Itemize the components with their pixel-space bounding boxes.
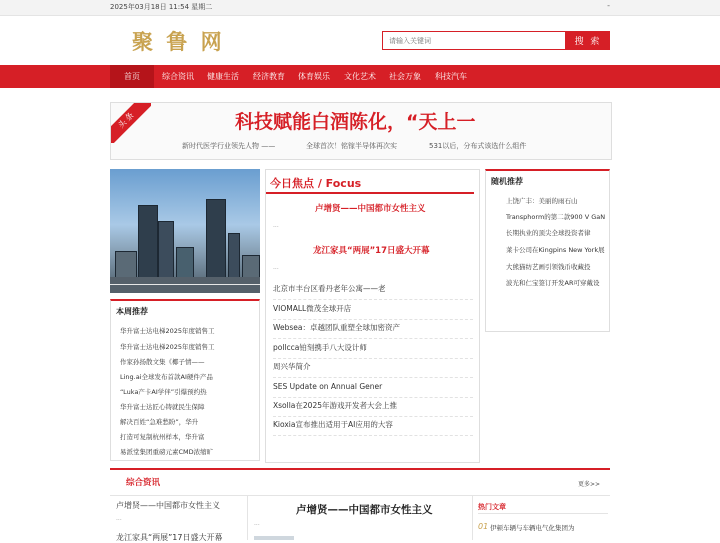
hot-article-rank: 01 — [478, 522, 489, 531]
general-news-item[interactable]: 卢增贤——中国都市女性主义 — [116, 501, 220, 510]
focus-title: 今日焦点 / Focus — [270, 177, 362, 190]
main-nav — [0, 65, 720, 88]
nav-item-sports[interactable]: 体育娱乐 — [298, 72, 330, 81]
random-item[interactable]: Transphorm的第二款900 V GaN — [506, 213, 606, 221]
road — [110, 277, 260, 293]
site-logo[interactable]: 聚 鲁 网 — [132, 29, 225, 54]
weekly-title: 本周推荐 — [116, 307, 148, 316]
weekly-item[interactable]: 解决百姓“急难愁盼”，华升 — [120, 418, 199, 426]
focus-link[interactable]: 周兴华简介 — [273, 358, 473, 378]
ribbon-label: 头条 — [111, 103, 151, 143]
random-item[interactable]: 莱卡公司在Kingpins New York展 — [506, 246, 605, 254]
nav-item-home[interactable]: 首页 — [110, 65, 154, 88]
nav-item-culture[interactable]: 文化艺术 — [344, 72, 376, 81]
general-news-excerpt: ... — [116, 515, 122, 522]
headline-ribbon — [111, 103, 151, 143]
top-bar-right: - — [607, 1, 610, 10]
weekly-item[interactable]: Ling.ai全球发布首款AI硬件产品 — [120, 373, 213, 381]
weekly-item[interactable]: 华升富士达电梯2025年度销售工 — [120, 343, 215, 351]
random-item[interactable]: 波光和仁宝签订开发AR可穿戴设 — [506, 279, 600, 287]
search-form — [382, 31, 610, 50]
focus-featured-1-excerpt: ... — [273, 222, 279, 229]
general-center-title[interactable]: 卢增贤——中国都市女性主义 — [296, 504, 433, 516]
weekly-item[interactable]: “Luka产卡AI学伴”引爆预约热 — [120, 388, 207, 396]
general-news-bar — [110, 468, 610, 494]
headline-sub-2[interactable]: 全球首次！铭镓半导体再次实 — [306, 142, 397, 150]
thumbnail-image[interactable] — [254, 536, 294, 540]
headline-sub-3[interactable]: 531以后，分布式该选什么组件 — [429, 142, 527, 150]
focus-featured-2[interactable]: 龙江家具“两展”17日盛大开幕 — [313, 246, 430, 256]
random-item[interactable]: 上饶广丰：美丽的雨石山 — [506, 197, 578, 205]
random-item[interactable]: 长期执业的顶尖全球投资者律 — [506, 229, 591, 237]
headline-title[interactable]: 科技赋能白酒陈化，“天上一 — [235, 111, 476, 133]
general-news-item[interactable]: 龙江家具“两展”17日盛大开幕 — [116, 533, 223, 542]
focus-underline — [266, 192, 474, 194]
weekly-item[interactable]: 华升富士达匠心铸就民生保障 — [120, 403, 205, 411]
top-bar — [0, 0, 720, 16]
headline-box — [110, 102, 612, 160]
random-title: 随机推荐 — [491, 177, 523, 186]
general-center-excerpt: ... — [254, 520, 260, 527]
focus-link[interactable]: Kioxia宣布推出适用于AI应用的大容 — [273, 416, 473, 436]
road-lane — [110, 284, 260, 285]
weekly-item[interactable]: 打造可复制杭州样本，华升富 — [120, 433, 205, 441]
nav-item-news[interactable]: 综合资讯 — [162, 72, 194, 81]
nav-item-economy[interactable]: 经济教育 — [253, 72, 285, 81]
divider — [247, 496, 248, 540]
nav-item-health[interactable]: 健康生活 — [207, 72, 239, 81]
general-news-title: 综合资讯 — [126, 478, 161, 488]
divider — [110, 495, 610, 496]
site-header — [0, 16, 720, 65]
city-skyline-image[interactable] — [110, 169, 260, 293]
random-item[interactable]: 大熊猫纺艺画引领钱币收藏投 — [506, 263, 591, 271]
weekly-item[interactable]: 作家孙扬散文集《椰子情—— — [120, 358, 205, 366]
divider — [472, 496, 473, 540]
weekly-item[interactable]: 华升富士达电梯2025年度销售工 — [120, 327, 215, 335]
hot-article-item[interactable]: 伊顿车辆与车辆电气化集团为 — [490, 524, 575, 532]
weekly-item[interactable]: 易派堂集团重磅元素CMD浓缩旷 — [120, 448, 214, 456]
divider — [478, 513, 608, 514]
focus-link[interactable]: 北京市丰台区看丹老年公寓——老 — [273, 280, 473, 300]
search-input[interactable] — [382, 31, 566, 50]
hot-articles-title: 热门文章 — [478, 503, 506, 511]
focus-link[interactable]: pollcca铂刻携手八大设计师 — [273, 339, 473, 359]
focus-link[interactable]: Xsolla在2025年游戏开发者大会上推 — [273, 397, 473, 417]
focus-link[interactable]: SES Update on Annual Gener — [273, 378, 473, 398]
nav-item-society[interactable]: 社会万象 — [389, 72, 421, 81]
focus-link[interactable]: VIOMALL微茂全球开店 — [273, 300, 473, 320]
focus-link[interactable]: Websea：卓越团队重塑全球加密资产 — [273, 319, 473, 339]
focus-featured-2-excerpt: ... — [273, 264, 279, 271]
nav-item-tech[interactable]: 科技汽车 — [435, 72, 467, 81]
more-link[interactable]: 更多>> — [577, 481, 600, 488]
date-text: 2025年03月18日 11:54 星期二 — [110, 3, 213, 11]
search-button[interactable]: 搜 索 — [566, 31, 610, 50]
headline-sub-1[interactable]: 新时代医学行业领先人物 —— — [182, 142, 276, 150]
focus-featured-1[interactable]: 卢增贤——中国都市女性主义 — [315, 204, 426, 214]
